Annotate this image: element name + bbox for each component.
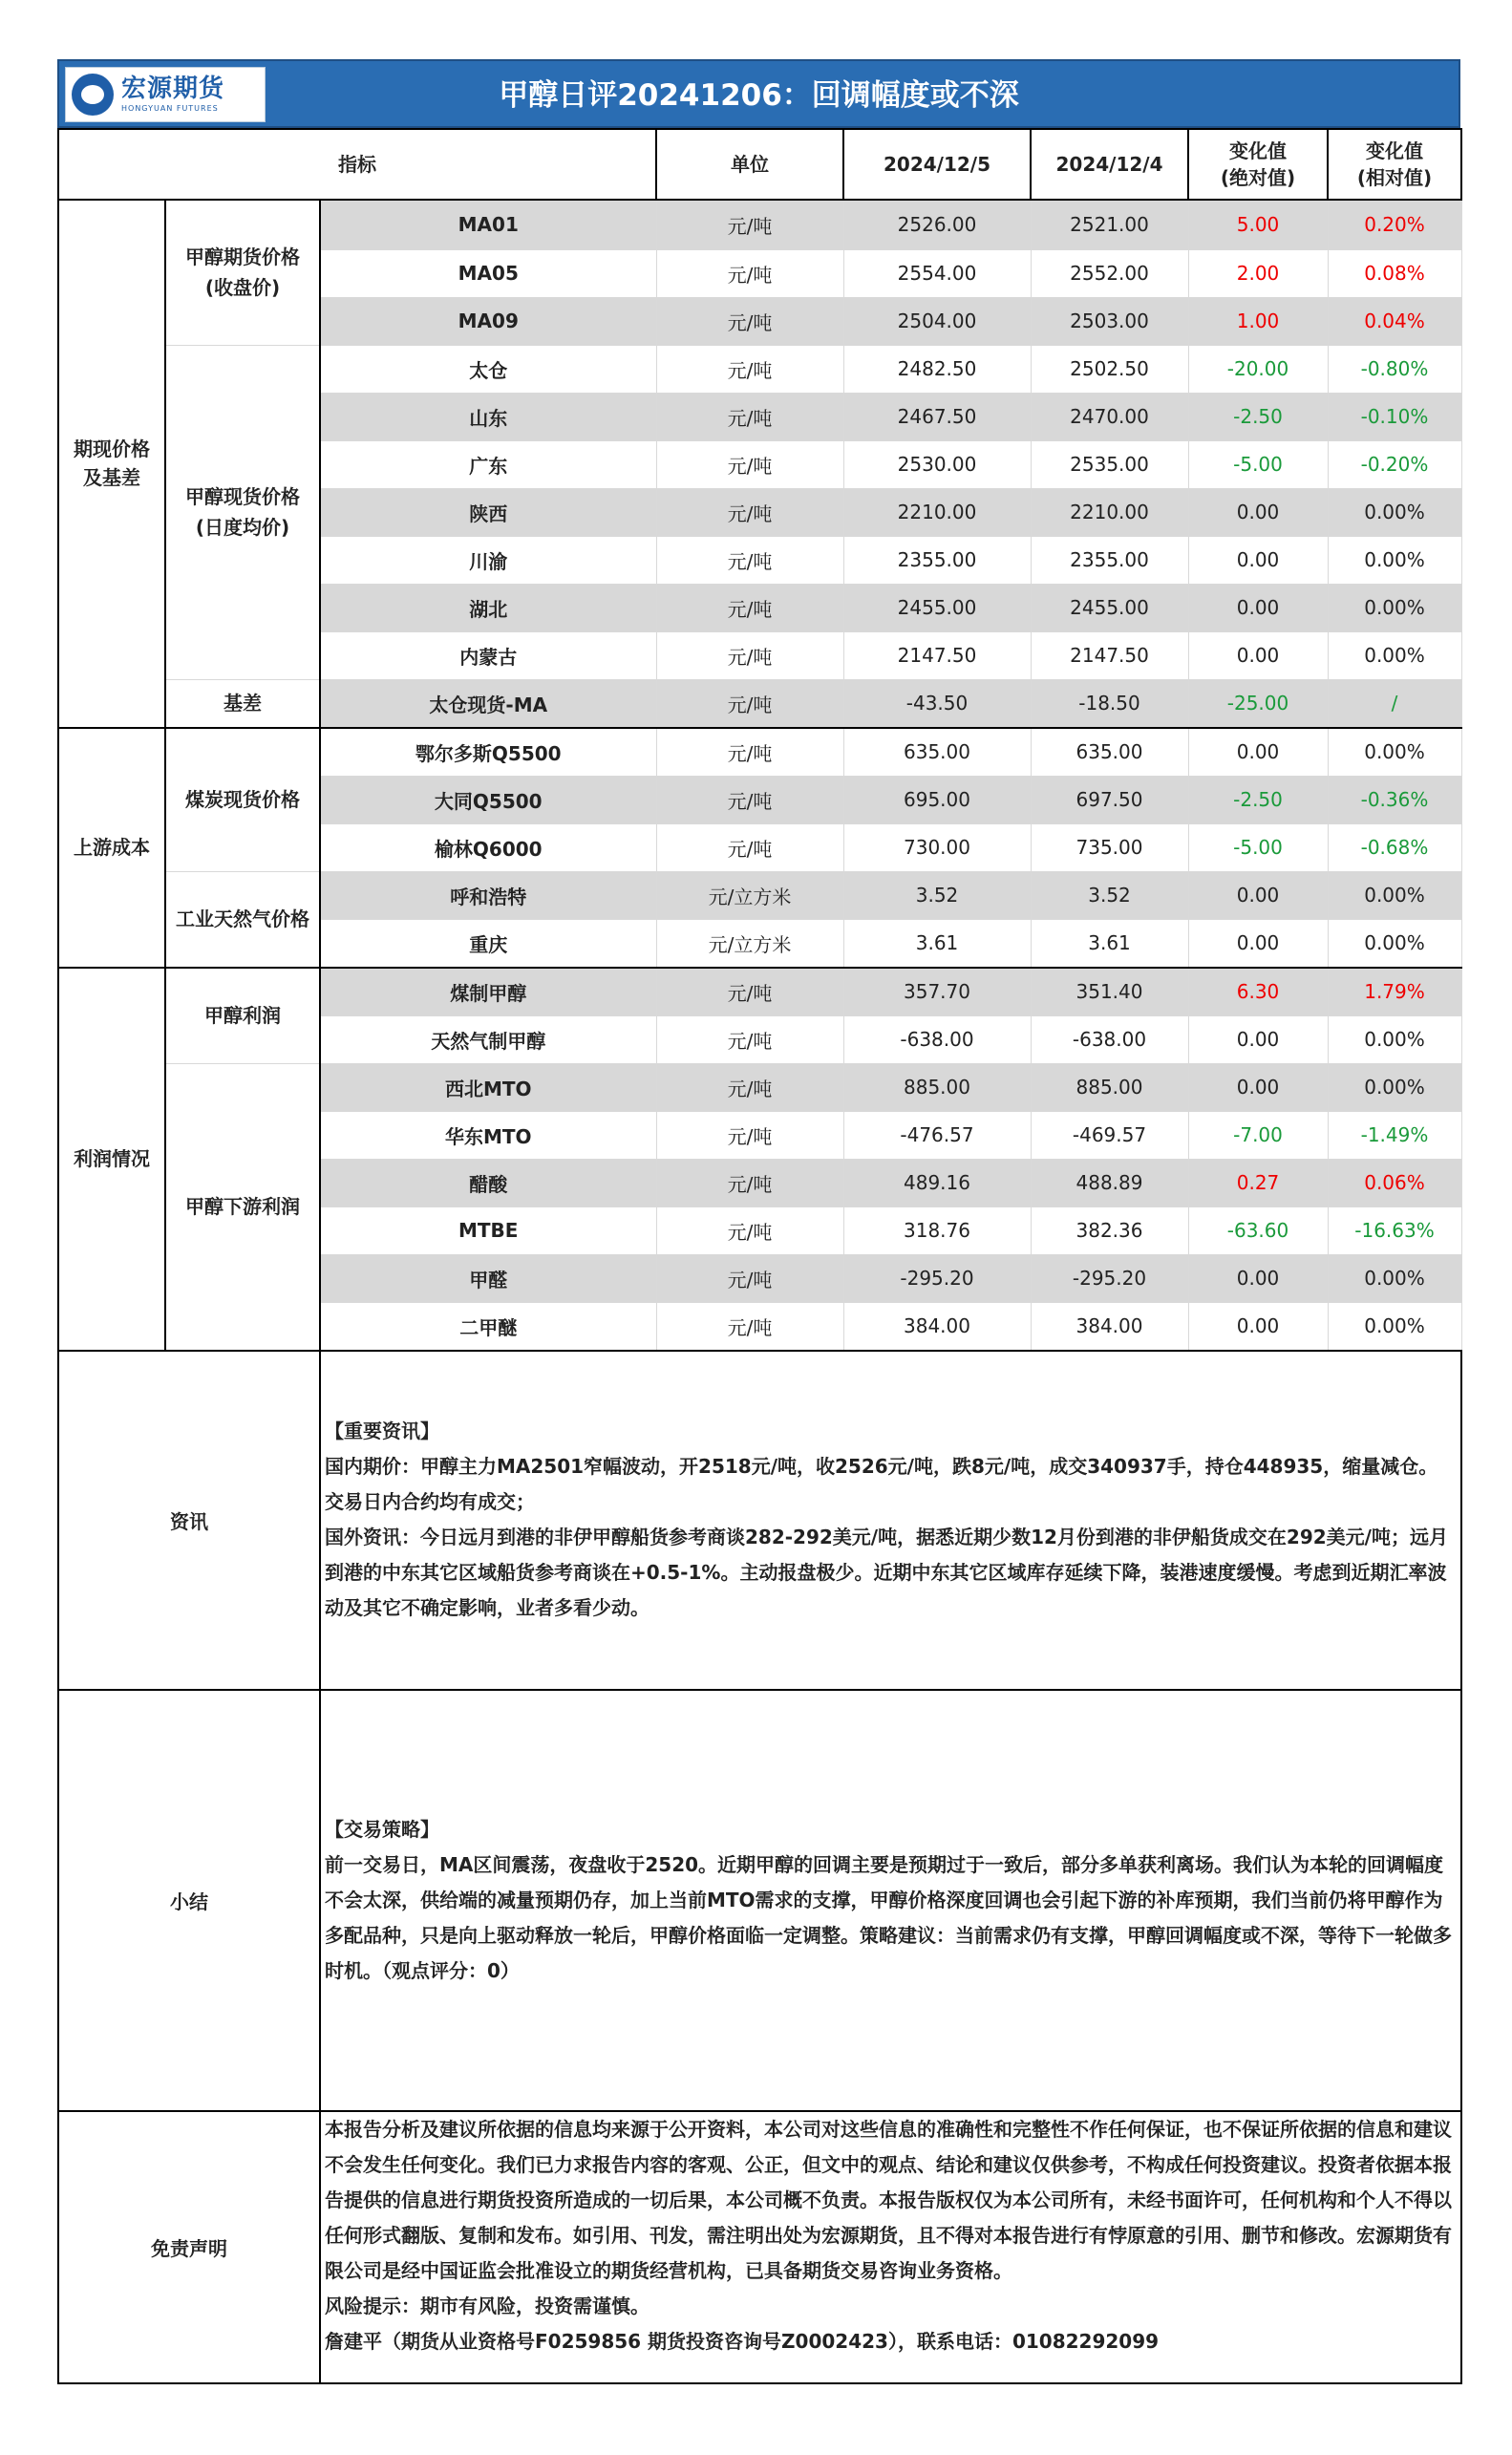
indicator-name: MA09 — [320, 297, 656, 345]
indicator-name: 二甲醚 — [320, 1302, 656, 1350]
value-date1: 2482.50 — [843, 345, 1031, 393]
table-row — [58, 1063, 1461, 1111]
news-foreign: 国外资讯：今日远月到港的非伊甲醇船货参考商谈282-292美元/吨，据悉近期少数12月份到港的非伊船货成交在292美元/吨；远月到港的中东其它区域船货参考商谈在+0.5-1%。主动报盘极少。近期中东其它区域库存延续下降，装港速度缓慢。考虑到近期汇率波动及其它不确定影响，业者多看少动。 — [325, 1526, 1448, 1619]
change-abs: -5.00 — [1188, 440, 1328, 488]
change-abs: 0.00 — [1188, 1015, 1328, 1063]
disclaimer-row — [58, 2111, 1461, 2383]
subcategory-label: 甲醇利润 — [165, 968, 320, 1064]
indicator-name: 陕西 — [320, 488, 656, 536]
category-label: 利润情况 — [58, 968, 165, 1351]
value-date1: -638.00 — [843, 1015, 1031, 1063]
unit-cell: 元/吨 — [656, 1302, 843, 1350]
value-date1: 384.00 — [843, 1302, 1031, 1350]
change-rel: 0.00% — [1328, 1302, 1461, 1350]
unit-cell: 元/吨 — [656, 393, 843, 440]
unit-cell: 元/吨 — [656, 1159, 843, 1206]
price-table — [57, 128, 1462, 1351]
value-date1: 2530.00 — [843, 440, 1031, 488]
subcategory-label: 煤炭现货价格 — [165, 728, 320, 872]
change-abs: 0.00 — [1188, 584, 1328, 631]
value-date2: 2502.50 — [1031, 345, 1188, 393]
category-label: 上游成本 — [58, 728, 165, 968]
indicator-name: 大同Q5500 — [320, 776, 656, 823]
change-rel: 0.00% — [1328, 584, 1461, 631]
unit-cell: 元/吨 — [656, 440, 843, 488]
value-date2: 3.52 — [1031, 871, 1188, 919]
summary-row — [58, 1690, 1461, 2111]
value-date1: 730.00 — [843, 823, 1031, 871]
value-date2: 2210.00 — [1031, 488, 1188, 536]
indicator-name: 甲醛 — [320, 1254, 656, 1302]
value-date1: 3.52 — [843, 871, 1031, 919]
change-rel: 0.00% — [1328, 536, 1461, 584]
indicator-name: 广东 — [320, 440, 656, 488]
value-date1: 885.00 — [843, 1063, 1031, 1111]
change-rel: 0.08% — [1328, 249, 1461, 297]
text-sections — [57, 1350, 1462, 2384]
change-abs: -5.00 — [1188, 823, 1328, 871]
unit-cell: 元/吨 — [656, 968, 843, 1016]
change-rel: -0.20% — [1328, 440, 1461, 488]
indicator-name: 西北MTO — [320, 1063, 656, 1111]
unit-cell: 元/吨 — [656, 679, 843, 728]
value-date1: 2467.50 — [843, 393, 1031, 440]
change-rel: -0.68% — [1328, 823, 1461, 871]
report-header — [57, 59, 1460, 128]
disclaimer-text: 本报告分析及建议所依据的信息均来源于公开资料，本公司对这些信息的准确性和完整性不作任何保证，也不保证所依据的信息和建议不会发生任何变化。我们已力求报告内容的客观、公正，但文中的观点、结论和建议仅供参考，不构成任何投资建议。投资者依据本报告提供的信息进行期货投资所造成的一切后果，本公司概不负责。本报告版权仅为本公司所有，未经书面许可，任何机构和个人不得以任何形式翻版、复制和发布。如引用、刊发，需注明出处为宏源期货，且不得对本报告进行有悖原意的引用、删节和修改。宏源期货有限公司是经中国证监会批准设立的期货经营机构，已具备期货交易咨询业务资格。 — [325, 2117, 1452, 2282]
logo-english: HONGYUAN FUTURES — [121, 104, 219, 113]
change-rel: 0.04% — [1328, 297, 1461, 345]
change-abs: 0.00 — [1188, 488, 1328, 536]
summary-label: 小结 — [58, 1690, 320, 2111]
value-date2: 2552.00 — [1031, 249, 1188, 297]
unit-cell: 元/立方米 — [656, 919, 843, 968]
change-abs: 5.00 — [1188, 200, 1328, 249]
col-indicator: 指标 — [58, 129, 656, 200]
change-abs: 0.00 — [1188, 1302, 1328, 1350]
value-date1: -295.20 — [843, 1254, 1031, 1302]
unit-cell: 元/吨 — [656, 631, 843, 679]
table-row — [58, 871, 1461, 919]
disclaimer-label: 免责声明 — [58, 2111, 320, 2383]
change-rel: -1.49% — [1328, 1111, 1461, 1159]
subcategory-label: 甲醇期货价格 (收盘价) — [165, 200, 320, 345]
value-date2: 3.61 — [1031, 919, 1188, 968]
value-date2: 384.00 — [1031, 1302, 1188, 1350]
value-date1: -476.57 — [843, 1111, 1031, 1159]
unit-cell: 元/吨 — [656, 728, 843, 777]
indicator-name: 太仓 — [320, 345, 656, 393]
change-rel: 0.00% — [1328, 631, 1461, 679]
value-date1: 2210.00 — [843, 488, 1031, 536]
indicator-name: 内蒙古 — [320, 631, 656, 679]
value-date2: 735.00 — [1031, 823, 1188, 871]
indicator-name: MTBE — [320, 1206, 656, 1254]
change-rel: -16.63% — [1328, 1206, 1461, 1254]
indicator-name: 天然气制甲醇 — [320, 1015, 656, 1063]
indicator-name: 太仓现货-MA — [320, 679, 656, 728]
change-abs: 0.27 — [1188, 1159, 1328, 1206]
change-rel: 0.00% — [1328, 1015, 1461, 1063]
table-header-row — [58, 129, 1461, 200]
report-title: 甲醇日评20241206：回调幅度或不深 — [499, 78, 1019, 113]
unit-cell: 元/吨 — [656, 776, 843, 823]
change-abs: 0.00 — [1188, 871, 1328, 919]
change-abs: 0.00 — [1188, 631, 1328, 679]
indicator-name: 煤制甲醇 — [320, 968, 656, 1016]
summary-heading: 【交易策略】 — [325, 1817, 439, 1841]
disclaimer-content — [320, 2111, 1461, 2383]
value-date2: -18.50 — [1031, 679, 1188, 728]
change-abs: 0.00 — [1188, 536, 1328, 584]
unit-cell: 元/吨 — [656, 1111, 843, 1159]
value-date2: 2355.00 — [1031, 536, 1188, 584]
change-rel: 1.79% — [1328, 968, 1461, 1016]
value-date2: 488.89 — [1031, 1159, 1188, 1206]
value-date2: 885.00 — [1031, 1063, 1188, 1111]
change-abs: -2.50 — [1188, 393, 1328, 440]
subcategory-label: 基差 — [165, 679, 320, 728]
unit-cell: 元/吨 — [656, 584, 843, 631]
change-abs: 1.00 — [1188, 297, 1328, 345]
value-date1: 2554.00 — [843, 249, 1031, 297]
unit-cell: 元/吨 — [656, 823, 843, 871]
change-abs: 0.00 — [1188, 728, 1328, 777]
value-date1: 318.76 — [843, 1206, 1031, 1254]
change-rel: 0.00% — [1328, 871, 1461, 919]
subcategory-label: 甲醇下游利润 — [165, 1063, 320, 1350]
subcategory-label: 甲醇现货价格 (日度均价) — [165, 345, 320, 679]
unit-cell: 元/吨 — [656, 1063, 843, 1111]
news-heading: 【重要资讯】 — [325, 1420, 439, 1442]
value-date2: 2521.00 — [1031, 200, 1188, 249]
value-date2: 697.50 — [1031, 776, 1188, 823]
change-abs: -7.00 — [1188, 1111, 1328, 1159]
value-date2: 2503.00 — [1031, 297, 1188, 345]
unit-cell: 元/吨 — [656, 249, 843, 297]
table-row — [58, 200, 1461, 249]
value-date1: 357.70 — [843, 968, 1031, 1016]
change-abs: -63.60 — [1188, 1206, 1328, 1254]
value-date1: 2455.00 — [843, 584, 1031, 631]
summary-text: 前一交易日，MA区间震荡，夜盘收于2520。近期甲醇的回调主要是预期过于一致后，部分多单获利离场。我们认为本轮的回调幅度不会太深，供给端的减量预期仍存，加上当前MTO需求的支撑，甲醇价格深度回调也会引起下游的补库预期，我们当前仍将甲醇作为多配品种，只是向上驱动释放一轮后，甲醇价格面临一定调整。策略建议：当前需求仍有支撑，甲醇回调幅度或不深，等待下一轮做多时机。（观点评分：0） — [325, 1852, 1452, 1982]
value-date2: -638.00 — [1031, 1015, 1188, 1063]
indicator-name: 榆林Q6000 — [320, 823, 656, 871]
value-date2: 351.40 — [1031, 968, 1188, 1016]
change-abs: 6.30 — [1188, 968, 1328, 1016]
value-date1: 3.61 — [843, 919, 1031, 968]
news-row — [58, 1351, 1461, 1690]
table-row — [58, 345, 1461, 393]
change-rel: 0.06% — [1328, 1159, 1461, 1206]
change-rel: -0.10% — [1328, 393, 1461, 440]
value-date2: -295.20 — [1031, 1254, 1188, 1302]
news-label: 资讯 — [58, 1351, 320, 1690]
value-date2: 2455.00 — [1031, 584, 1188, 631]
value-date1: 2147.50 — [843, 631, 1031, 679]
table-body — [58, 200, 1461, 1350]
unit-cell: 元/吨 — [656, 1254, 843, 1302]
value-date1: 489.16 — [843, 1159, 1031, 1206]
value-date2: 635.00 — [1031, 728, 1188, 777]
indicator-name: 呼和浩特 — [320, 871, 656, 919]
value-date2: 2470.00 — [1031, 393, 1188, 440]
col-date1: 2024/12/5 — [843, 129, 1031, 200]
col-date2: 2024/12/4 — [1031, 129, 1188, 200]
indicator-name: 湖北 — [320, 584, 656, 631]
unit-cell: 元/吨 — [656, 1015, 843, 1063]
change-rel: 0.00% — [1328, 728, 1461, 777]
value-date2: 2535.00 — [1031, 440, 1188, 488]
indicator-name: 华东MTO — [320, 1111, 656, 1159]
change-rel: / — [1328, 679, 1461, 728]
news-domestic: 国内期价：甲醇主力MA2501窄幅波动，开2518元/吨，收2526元/吨，跌8元/吨，成交340937手，持仓448935，缩量减仓。交易日内合约均有成交； — [325, 1455, 1438, 1513]
value-date2: -469.57 — [1031, 1111, 1188, 1159]
unit-cell: 元/吨 — [656, 1206, 843, 1254]
indicator-name: 醋酸 — [320, 1159, 656, 1206]
col-change-abs: 变化值 (绝对值) — [1188, 129, 1328, 200]
indicator-name: MA05 — [320, 249, 656, 297]
table-row — [58, 679, 1461, 728]
category-label: 期现价格 及基差 — [58, 200, 165, 728]
news-content — [320, 1351, 1461, 1690]
unit-cell: 元/立方米 — [656, 871, 843, 919]
change-rel: -0.80% — [1328, 345, 1461, 393]
indicator-name: 山东 — [320, 393, 656, 440]
change-abs: 0.00 — [1188, 1254, 1328, 1302]
report-sheet — [57, 59, 1460, 2384]
value-date2: 382.36 — [1031, 1206, 1188, 1254]
unit-cell: 元/吨 — [656, 536, 843, 584]
unit-cell: 元/吨 — [656, 488, 843, 536]
subcategory-label: 工业天然气价格 — [165, 871, 320, 968]
table-row — [58, 728, 1461, 777]
value-date1: 2504.00 — [843, 297, 1031, 345]
change-rel: 0.00% — [1328, 1254, 1461, 1302]
change-abs: -25.00 — [1188, 679, 1328, 728]
value-date1: 635.00 — [843, 728, 1031, 777]
change-rel: 0.00% — [1328, 1063, 1461, 1111]
value-date1: 695.00 — [843, 776, 1031, 823]
indicator-name: 川渝 — [320, 536, 656, 584]
change-rel: -0.36% — [1328, 776, 1461, 823]
col-change-rel: 变化值 (相对值) — [1328, 129, 1461, 200]
table-row — [58, 968, 1461, 1016]
summary-content — [320, 1690, 1461, 2111]
unit-cell: 元/吨 — [656, 200, 843, 249]
logo-name: 宏源期货 — [121, 75, 225, 103]
unit-cell: 元/吨 — [656, 297, 843, 345]
change-rel: 0.00% — [1328, 919, 1461, 968]
change-abs: 0.00 — [1188, 1063, 1328, 1111]
analyst-contact: 詹建平（期货从业资格号F0259856 期货投资咨询号Z0002423），联系电话：01082292099 — [325, 2329, 1160, 2353]
indicator-name: MA01 — [320, 200, 656, 249]
col-unit: 单位 — [656, 129, 843, 200]
change-rel: 0.20% — [1328, 200, 1461, 249]
value-date1: 2355.00 — [843, 536, 1031, 584]
value-date1: 2526.00 — [843, 200, 1031, 249]
change-abs: 2.00 — [1188, 249, 1328, 297]
value-date2: 2147.50 — [1031, 631, 1188, 679]
change-rel: 0.00% — [1328, 488, 1461, 536]
risk-warning: 风险提示：期市有风险，投资需谨慎。 — [325, 2294, 650, 2317]
value-date1: -43.50 — [843, 679, 1031, 728]
indicator-name: 鄂尔多斯Q5500 — [320, 728, 656, 777]
change-abs: -2.50 — [1188, 776, 1328, 823]
indicator-name: 重庆 — [320, 919, 656, 968]
unit-cell: 元/吨 — [656, 345, 843, 393]
change-abs: -20.00 — [1188, 345, 1328, 393]
change-abs: 0.00 — [1188, 919, 1328, 968]
